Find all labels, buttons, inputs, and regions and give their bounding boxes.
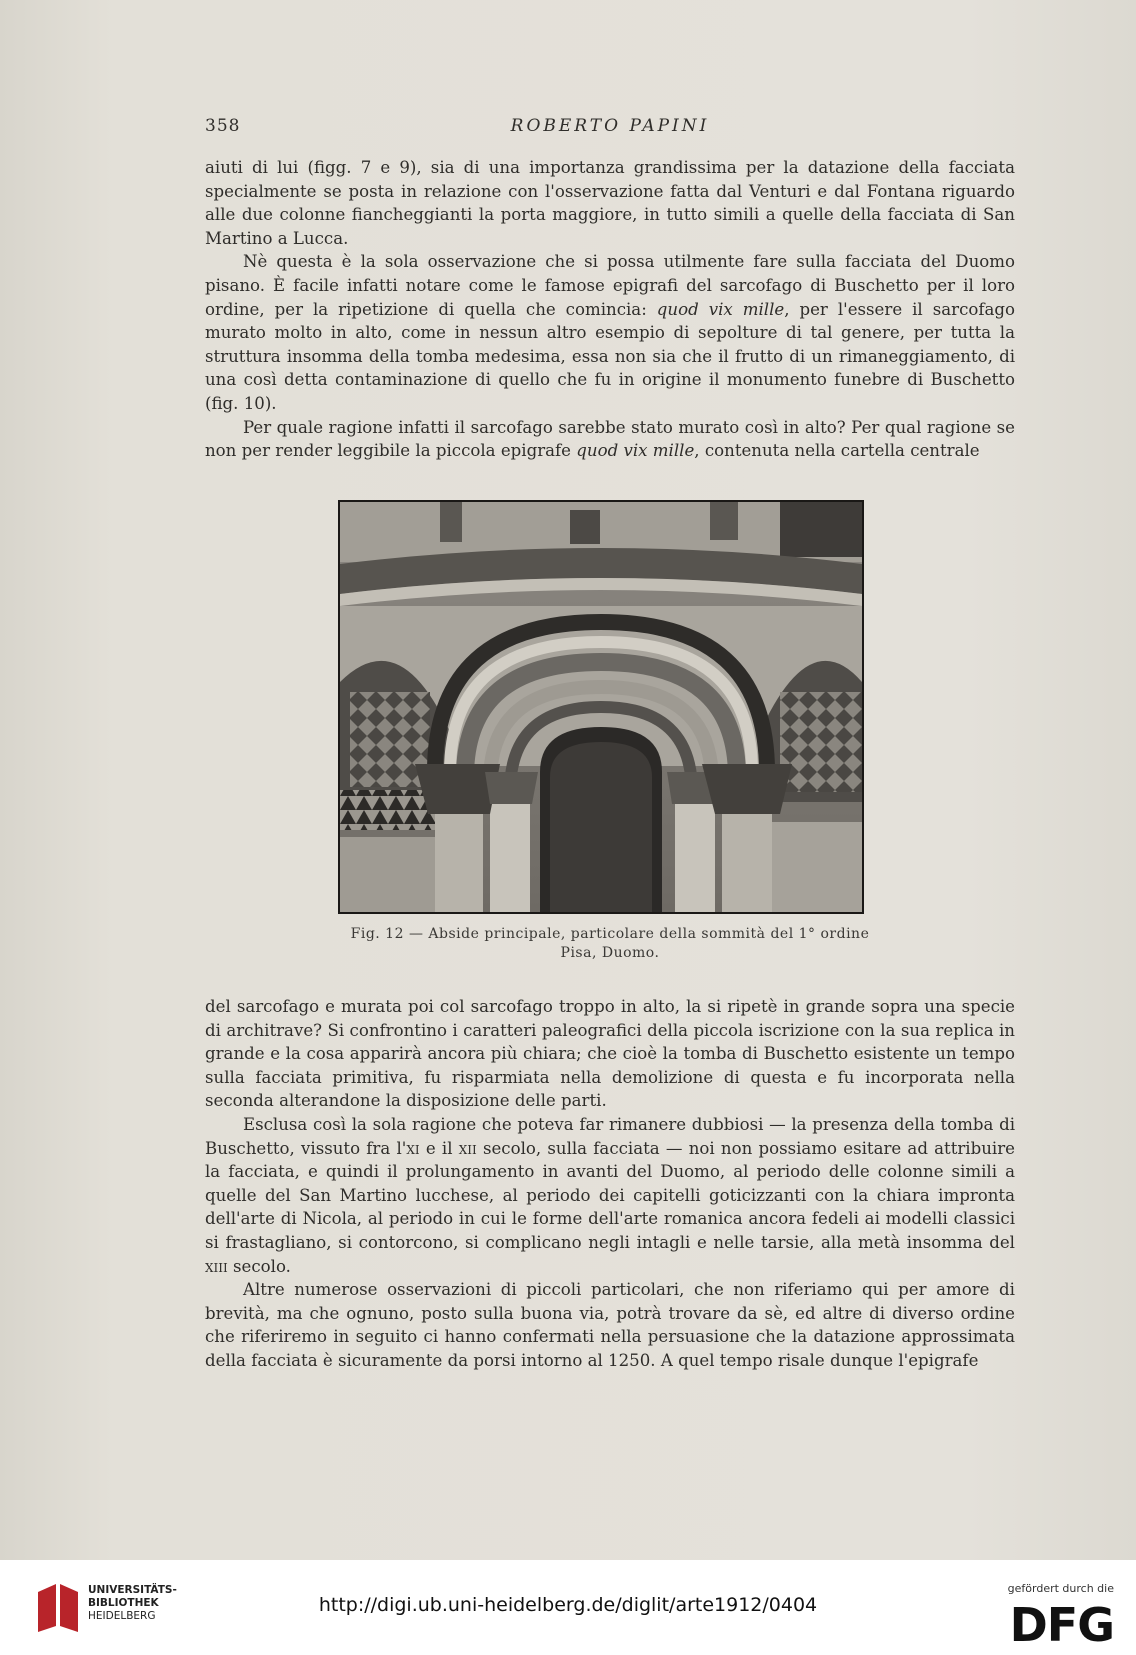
paragraph: aiuti di lui (figg. 7 e 9), sia di una importanza grandissima per la datazione della facciata specialmente se posta in relazione con l'osservazione fatta dal Venturi e dal Fontana riguardo alle due colonne fiancheggianti la porta maggiore, in tutto simili a quelle della facciata di San Martino a Lucca. <box>205 158 1015 248</box>
figure-caption: Fig. 12 — Abside principale, particolare della sommità del 1° ordine <box>350 926 870 942</box>
figure-photo-apse <box>338 500 864 914</box>
library-name: UNIVERSITÄTS- BIBLIOTHEK HEIDELBERG <box>88 1584 177 1622</box>
funding-text: gefördert durch die <box>1007 1582 1114 1595</box>
body-text-top <box>205 156 1015 463</box>
apse-photo-illustration <box>340 502 862 912</box>
dfg-logo: DFG <box>1009 1598 1114 1652</box>
page-header <box>205 116 1015 142</box>
paragraph: Esclusa così la sola ragione che poteva far rimanere dubbiosi — la presenza della tomba di Buschetto, vissuto fra l'xi e il xii secolo, sulla facciata — noi non possiamo esitare ad attribuire la facciata, e quindi il prolungamento in avanti del Duomo, al periodo delle colonne simili a quelle del San Martino lucchese, al periodo dei capitelli goticizzanti con la chiara impronta dell'arte di Nicola, al periodo in cui le forme dell'arte romanica ancora fedeli ai modelli classici si frastagliano, si contorcono, si complicano negli intagli e nelle tarsie, alla metà insomma del xiii secolo. <box>205 1114 1015 1276</box>
viewer-footer <box>0 1560 1136 1655</box>
document-url-link[interactable]: http://digi.ub.uni-heidelberg.de/diglit/arte1912/0404 <box>318 1594 818 1616</box>
paragraph: Altre numerose osservazioni di piccoli particolari, che non riferiamo qui per amore di brevità, ma che ognuno, posto sulla buona via, potrà trovare da sè, ed altre di diverso ordine che riferiremo in seguito ci hanno confermati nella persuasione che la datazione approssimata della facciata è sicuramente da porsi intorno al 1250. A quel tempo risale dunque l'epigrafe <box>205 1280 1015 1370</box>
body-text-bottom <box>205 995 1015 1373</box>
page-number: 358 <box>205 116 241 136</box>
figure-caption-location: Pisa, Duomo. <box>560 945 660 961</box>
paragraph: Per quale ragione infatti il sarcofago sarebbe stato murato così in alto? Per qual ragione se non per render leggibile la piccola epigrafe quod vix mille, contenuta nella cartella centrale <box>205 417 1015 461</box>
paragraph: Nè questa è la sola osservazione che si possa utilmente fare sulla facciata del Duomo pisano. È facile infatti notare come le famose epigrafi del sarcofago di Buschetto per il loro ordine, per la ripetizione di quella che comincia: quod vix mille, per l'essere il sarcofago murato molto in alto, come in nessun altro esempio di sepolture di tal genere, per tutta la struttura insomma della tomba medesima, essa non sia che il frutto di un rimaneggiamento, di una così detta contaminazione di quello che fu in origine il monumento funebre di Buschetto (fig. 10). <box>205 252 1015 413</box>
paragraph: del sarcofago e murata poi col sarcofago troppo in alto, la si ripetè in grande sopra una specie di architrave? Si confrontino i caratteri paleografici della piccola iscrizione con la sua replica in grande e la cosa apparirà ancora più chiara; che cioè la tomba di Buschetto esistente un tempo sulla facciata primitiva, fu risparmiata nella demolizione di questa e fu incorporata nella seconda alterandone la disposizione delle parti. <box>205 997 1015 1111</box>
running-title: ROBERTO PAPINI <box>510 116 710 136</box>
